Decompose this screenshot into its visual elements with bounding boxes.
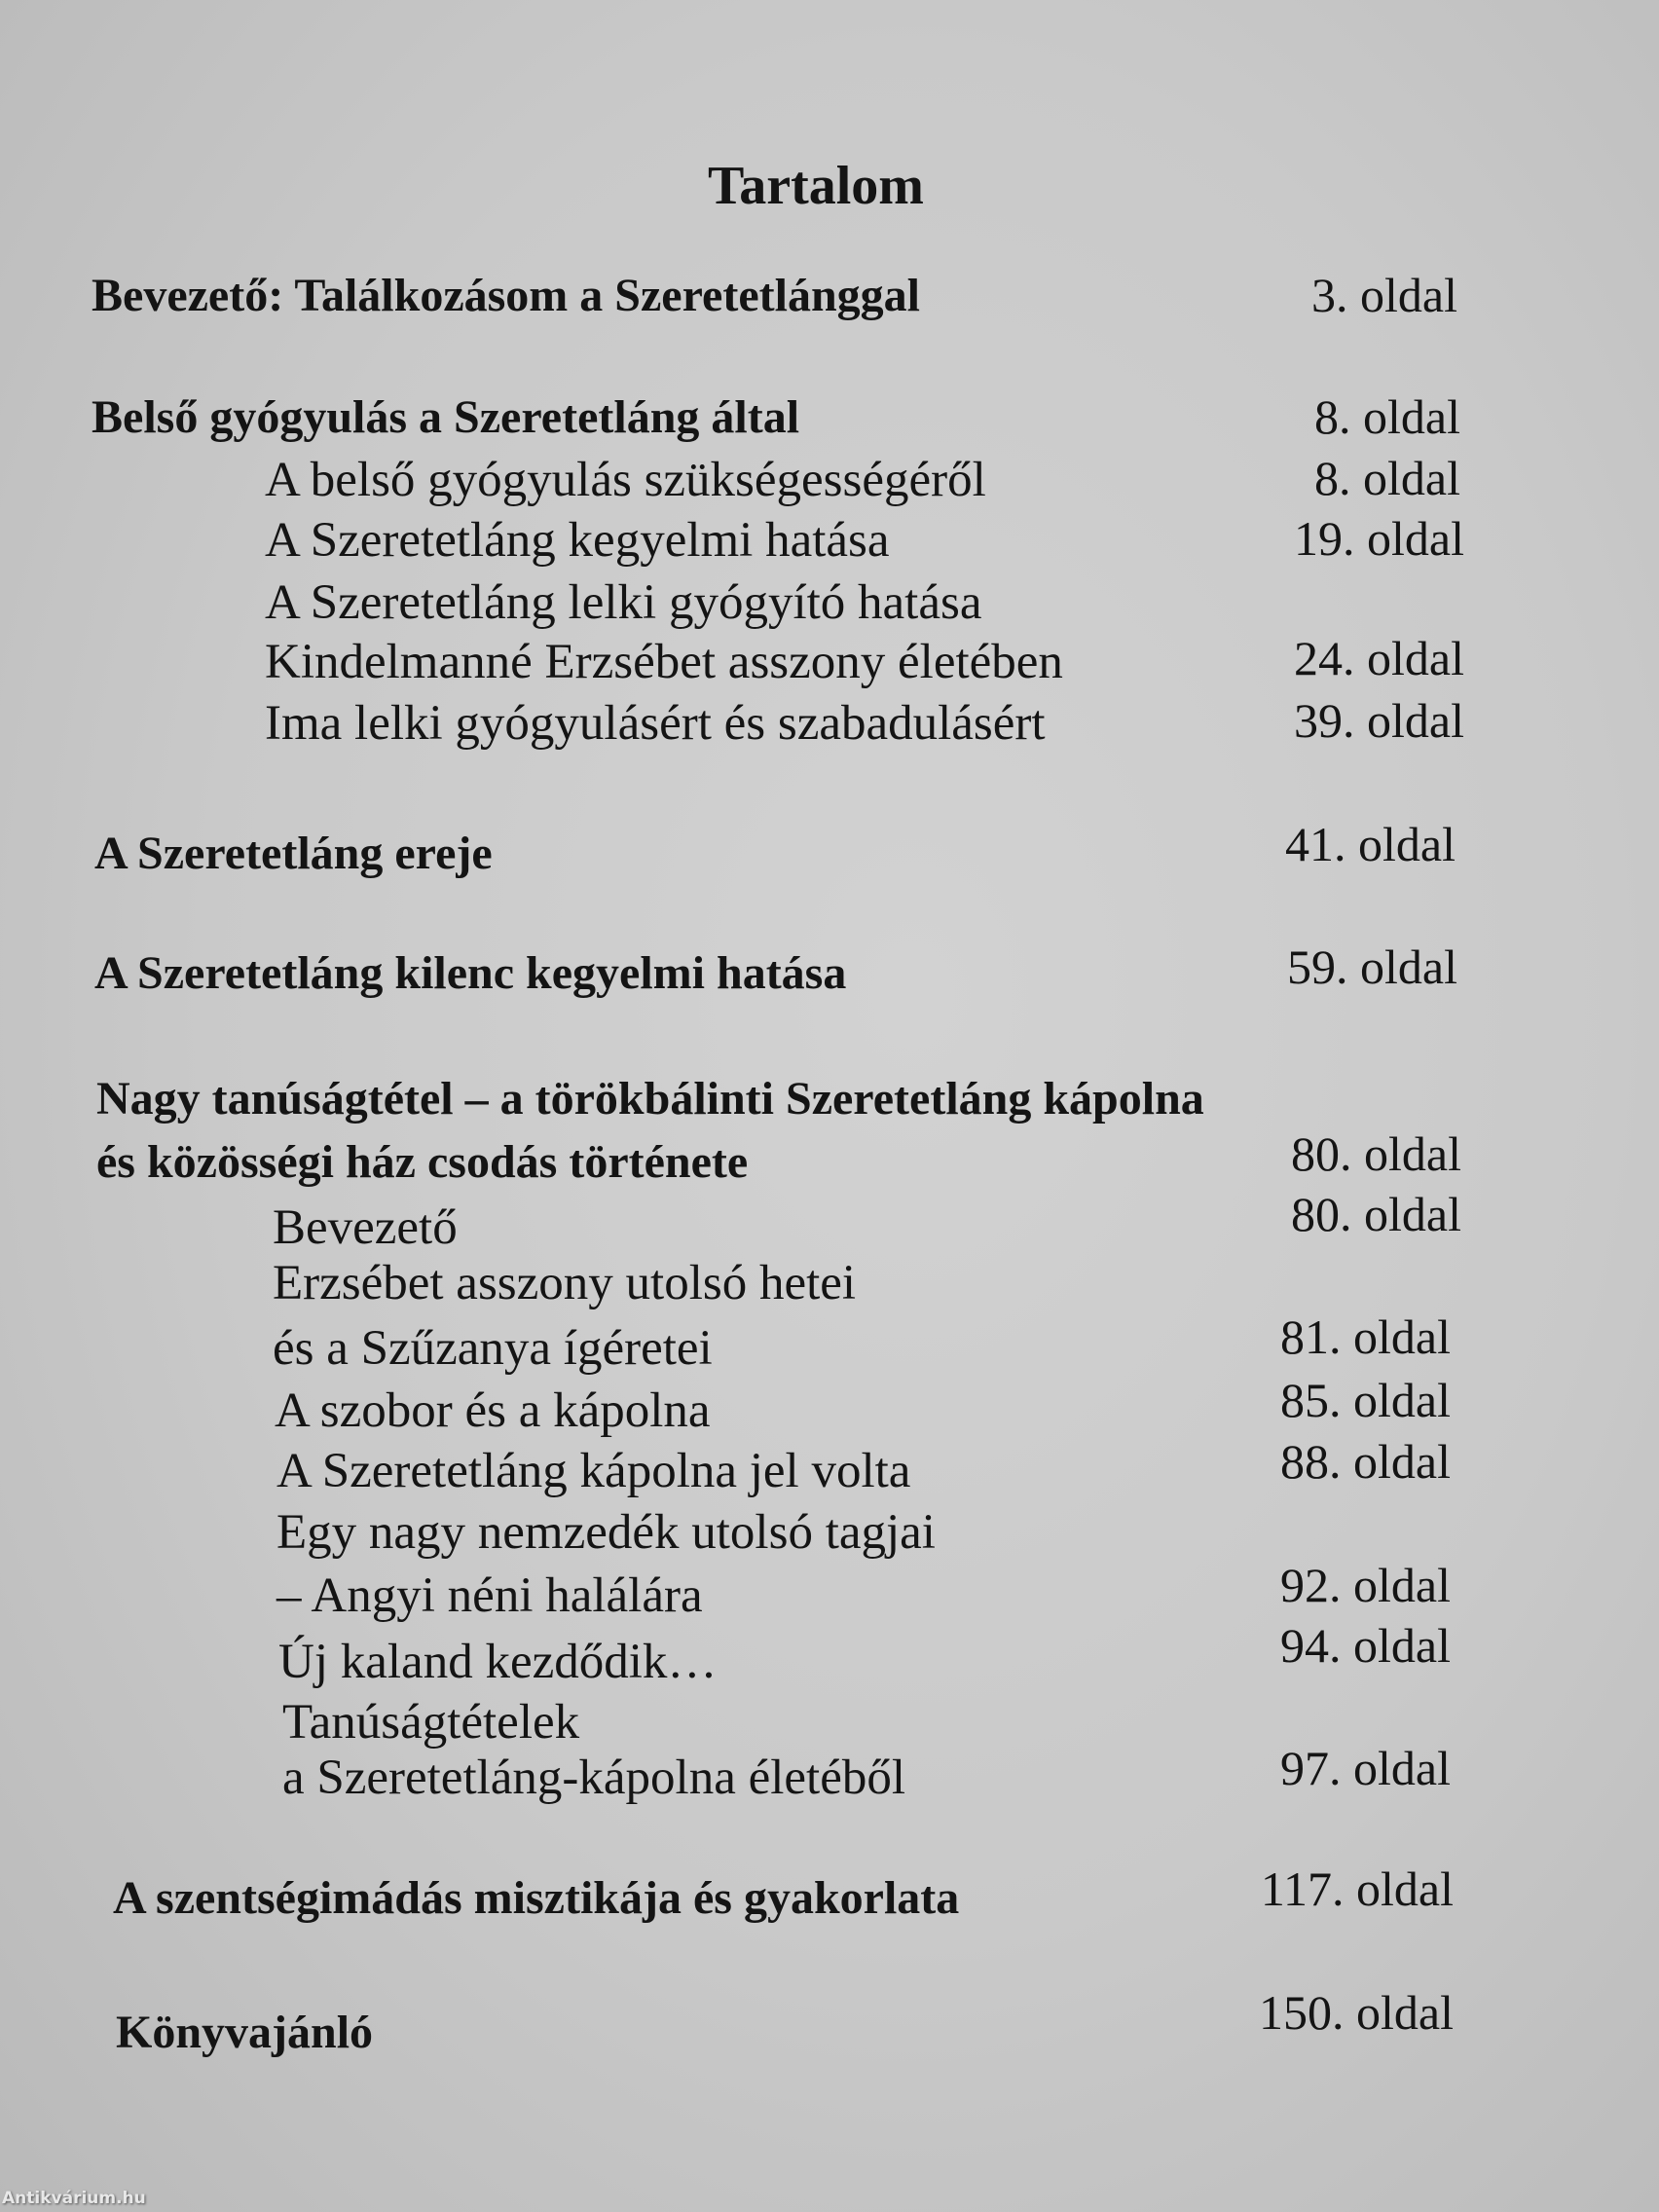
- toc-subentry: A Szeretetláng kegyelmi hatása: [265, 513, 890, 568]
- toc-subentry: Erzsébet asszony utolsó hetei: [273, 1256, 857, 1310]
- toc-page-number: 85. oldal: [1280, 1373, 1451, 1427]
- toc-section-title: Bevezető: Találkozásom a Szeretetlánggal: [92, 270, 920, 321]
- toc-section-title: Nagy tanúságtétel – a törökbálinti Szeretetláng kápolna: [96, 1073, 1204, 1124]
- toc-page-number: 80. oldal: [1291, 1187, 1461, 1241]
- toc-subentry: Ima lelki gyógyulásért és szabadulásért: [265, 696, 1046, 751]
- toc-subentry: A Szeretetláng kápolna jel volta: [276, 1444, 911, 1498]
- toc-page-number: 24. oldal: [1294, 631, 1464, 685]
- toc-subentry: A Szeretetláng lelki gyógyító hatása: [265, 575, 982, 630]
- toc-subentry: A szobor és a kápolna: [275, 1383, 711, 1438]
- toc-subentry: és a Szűzanya ígéretei: [273, 1321, 713, 1376]
- toc-page-number: 59. oldal: [1287, 940, 1457, 994]
- toc-page-number: 94. oldal: [1280, 1618, 1451, 1673]
- toc-subentry: Kindelmanné Erzsébet asszony életében: [265, 635, 1063, 689]
- toc-page-number: 150. oldal: [1259, 1985, 1454, 2040]
- toc-page-number: 97. oldal: [1280, 1741, 1451, 1795]
- toc-subentry: A belső gyógyulás szükségességéről: [265, 453, 986, 507]
- toc-page-number: 92. oldal: [1280, 1558, 1451, 1612]
- toc-subentry: Új kaland kezdődik…: [278, 1635, 718, 1689]
- toc-page-number: 3. oldal: [1311, 268, 1457, 322]
- page-title: Tartalom: [708, 156, 924, 216]
- toc-section-title: és közösségi ház csodás története: [96, 1136, 749, 1188]
- toc-page-number: 39. oldal: [1294, 693, 1464, 748]
- toc-page-number: 81. oldal: [1280, 1309, 1451, 1364]
- toc-section-title: Belső gyógyulás a Szeretetláng által: [92, 391, 800, 443]
- toc-subentry: – Angyi néni halálára: [276, 1568, 703, 1623]
- toc-subentry: Bevezető: [273, 1200, 458, 1255]
- toc-subentry: Egy nagy nemzedék utolsó tagjai: [276, 1505, 936, 1560]
- toc-page-number: 8. oldal: [1314, 389, 1460, 444]
- toc-page-number: 117. oldal: [1260, 1862, 1454, 1916]
- toc-page-number: 8. oldal: [1314, 451, 1460, 505]
- toc-subentry: a Szeretetláng-kápolna életéből: [282, 1751, 906, 1805]
- toc-page-number: 88. oldal: [1280, 1434, 1451, 1489]
- toc-section-title: Könyvajánló: [116, 2007, 374, 2058]
- toc-page-number: 80. oldal: [1291, 1126, 1461, 1181]
- toc-section-title: A Szeretetláng kilenc kegyelmi hatása: [94, 947, 847, 999]
- toc-subentry: Tanúságtételek: [282, 1695, 580, 1750]
- toc-page-number: 41. oldal: [1285, 817, 1456, 871]
- toc-page-number: 19. oldal: [1294, 511, 1464, 566]
- toc-section-title: A Szeretetláng ereje: [94, 828, 493, 879]
- watermark: Antikvárium.hu: [2, 2189, 146, 2208]
- toc-section-title: A szentségimádás misztikája és gyakorlata: [113, 1872, 960, 1924]
